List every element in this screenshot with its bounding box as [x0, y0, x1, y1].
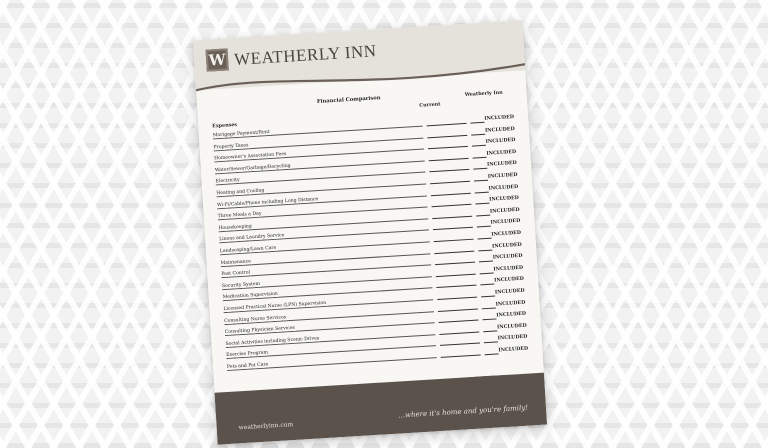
- current-amount-line: [427, 134, 467, 137]
- expense-label: Pets and Pet Care: [226, 362, 269, 370]
- included-value: INCLUDED: [491, 241, 522, 250]
- inn-amount-line: [478, 249, 492, 251]
- expense-label: Landscaping/Lawn Care: [219, 245, 277, 255]
- current-amount-line: [434, 239, 474, 242]
- inn-amount-line: [479, 261, 493, 263]
- inn-amount-line: [482, 307, 496, 309]
- expense-label: Electricity: [215, 178, 240, 185]
- inn-amount-line: [480, 284, 494, 286]
- current-amount-line: [436, 285, 476, 288]
- current-amount-line: [438, 308, 478, 311]
- expense-label: Licensed Practical Nurse (LPN) Supervision: [223, 300, 327, 312]
- expense-label: Security System: [221, 281, 261, 289]
- current-amount-line: [437, 296, 477, 299]
- expense-label: Mortgage Payment/Rent: [212, 129, 270, 139]
- expenses-heading: Expenses: [212, 121, 238, 130]
- current-amount-line: [435, 262, 475, 265]
- inn-amount-line: [485, 353, 499, 355]
- document-page: [193, 20, 547, 444]
- expense-label: Water/Sewer/Garbage/Recycling: [214, 163, 291, 174]
- included-value: INCLUDED: [486, 160, 517, 169]
- inn-amount-line: [484, 342, 498, 344]
- included-value: INCLUDED: [491, 229, 522, 238]
- expense-label: Exercise Program: [226, 350, 269, 359]
- website-url: weatherlyinn.com: [238, 421, 294, 432]
- inn-amount-line: [475, 203, 489, 205]
- current-amount-line: [429, 158, 469, 161]
- brand-name: WEATHERLY INN: [233, 41, 377, 69]
- expense-label: Housekeeping: [218, 223, 252, 231]
- current-amount-line: [429, 169, 469, 172]
- inn-amount-line: [475, 191, 489, 193]
- expense-label: Social Activities including Scenic Drives: [225, 335, 320, 347]
- inn-amount-line: [470, 122, 484, 124]
- tagline: ...where it's home and you're family!: [398, 403, 529, 420]
- column-current: Current: [419, 101, 441, 109]
- inn-amount-line: [477, 226, 491, 228]
- current-amount-line: [440, 343, 480, 346]
- inn-amount-line: [471, 133, 485, 135]
- current-amount-line: [434, 250, 474, 253]
- included-value: INCLUDED: [496, 310, 527, 319]
- included-value: INCLUDED: [487, 171, 518, 180]
- included-value: INCLUDED: [488, 183, 519, 192]
- included-value: INCLUDED: [493, 276, 525, 284]
- included-value: INCLUDED: [492, 252, 523, 261]
- included-value: INCLUDED: [495, 299, 526, 307]
- current-amount-line: [427, 123, 467, 126]
- expense-label: Medication Supervision: [222, 292, 279, 301]
- included-value: INCLUDED: [485, 137, 516, 145]
- expense-label: Three Meals a Day: [217, 211, 262, 220]
- inn-amount-line: [483, 319, 497, 321]
- document-title: Financial Comparison: [316, 95, 381, 105]
- inn-amount-line: [483, 330, 497, 332]
- inn-amount-line: [474, 180, 488, 182]
- inn-amount-line: [480, 272, 494, 274]
- expense-label: Linens and Laundry Service: [219, 233, 285, 243]
- included-value: INCLUDED: [493, 264, 524, 273]
- inn-amount-line: [478, 238, 492, 240]
- expense-label: Homeowner's Association Fees: [214, 152, 287, 162]
- included-value: INCLUDED: [496, 322, 527, 331]
- expense-label: Property Taxes: [213, 142, 249, 150]
- included-value: INCLUDED: [490, 218, 521, 226]
- expense-label: Pest Control: [221, 270, 251, 278]
- included-value: INCLUDED: [494, 287, 525, 296]
- included-value: INCLUDED: [489, 195, 520, 203]
- column-weatherly-inn: Weatherly Inn: [464, 89, 503, 98]
- current-amount-line: [432, 215, 472, 218]
- inn-amount-line: [476, 214, 490, 216]
- included-value: INCLUDED: [498, 345, 529, 354]
- current-amount-line: [433, 227, 473, 230]
- expense-label: Consulting Physician Services: [224, 325, 296, 336]
- included-value: INCLUDED: [497, 333, 528, 342]
- expense-label: Maintenance: [220, 258, 252, 266]
- current-amount-line: [428, 146, 468, 149]
- current-amount-line: [430, 181, 470, 184]
- inn-amount-line: [473, 157, 487, 159]
- current-amount-line: [439, 320, 479, 323]
- expense-label: Wi-Fi/Cable/Phone including Long Distance: [216, 196, 319, 208]
- expense-label: Heating and Cooling: [216, 188, 265, 197]
- included-value: INCLUDED: [489, 206, 520, 215]
- current-amount-line: [436, 273, 476, 276]
- included-value: INCLUDED: [484, 125, 515, 134]
- inn-amount-line: [472, 145, 486, 147]
- current-amount-line: [432, 204, 472, 207]
- included-value: INCLUDED: [484, 114, 515, 122]
- included-value: INCLUDED: [486, 148, 517, 157]
- expense-label: Consulting Nurse Services: [223, 314, 287, 324]
- inn-amount-line: [473, 168, 487, 170]
- inn-amount-line: [481, 295, 495, 297]
- current-amount-line: [439, 331, 479, 334]
- weatherly-logo-icon: W: [206, 48, 229, 71]
- current-amount-line: [441, 354, 481, 357]
- current-amount-line: [431, 192, 471, 195]
- expense-list: [213, 115, 533, 377]
